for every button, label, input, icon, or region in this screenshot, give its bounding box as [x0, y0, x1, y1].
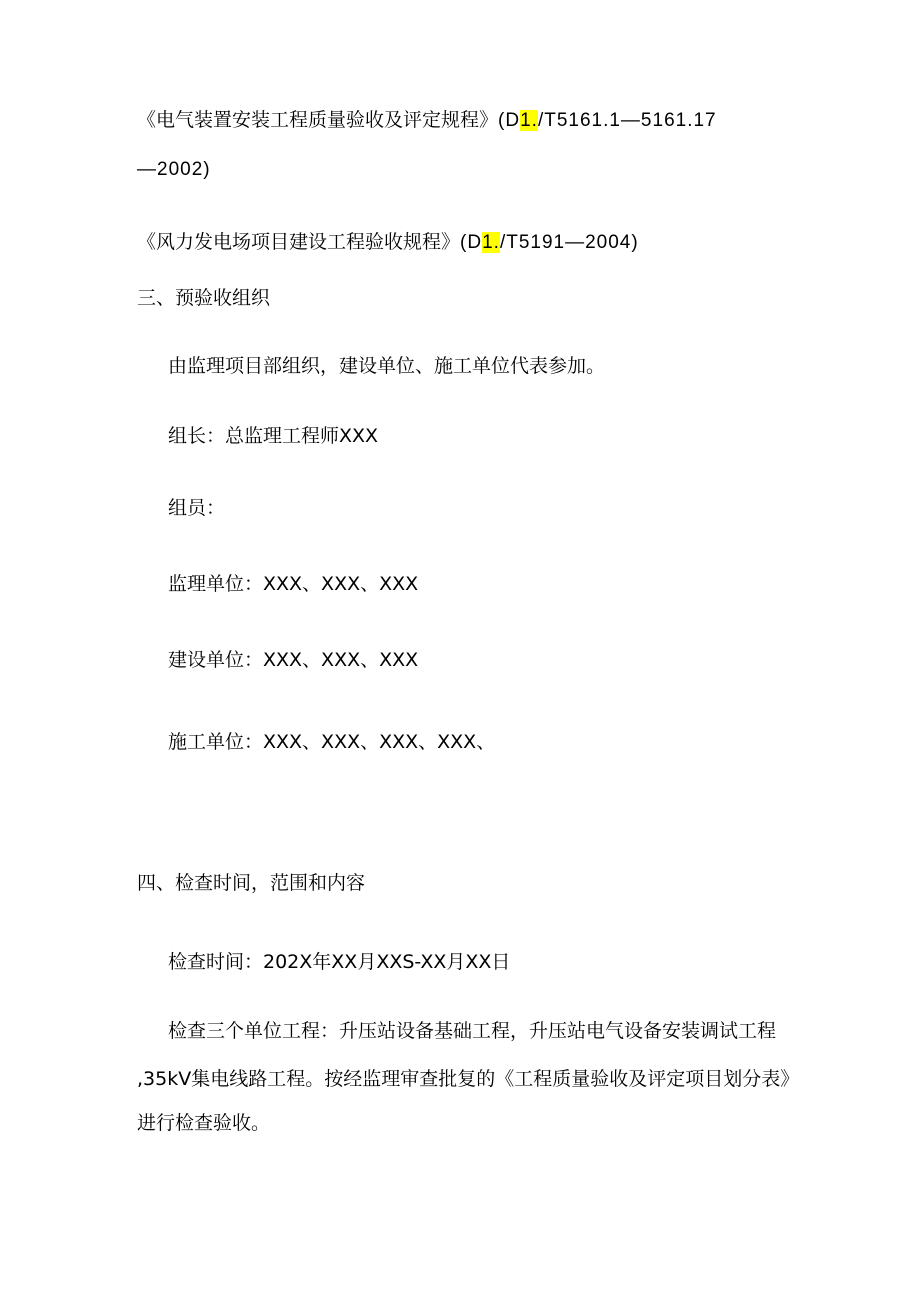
- reference-code-prefix: (D: [460, 232, 483, 253]
- team-members-label: 组员：: [168, 497, 226, 519]
- reference-electrical-installation: [137, 108, 717, 133]
- highlighted-text: 1.: [482, 232, 500, 253]
- section-heading-4: 四、检查时间，范围和内容: [137, 872, 366, 894]
- reference-code: /T5161.1—5161.17: [537, 110, 717, 131]
- reference-code: /T5191—2004): [499, 232, 639, 253]
- reference-title: 《风力发电场项目建设工程验收规程》: [137, 231, 461, 253]
- inspection-scope-line-3: 进行检查验收。: [137, 1112, 271, 1134]
- reference-title: 《电气装置安装工程质量验收及评定规程》: [137, 109, 499, 131]
- team-leader: 组长：总监理工程师XXX: [168, 425, 379, 447]
- inspection-scope-line-1: 检查三个单位工程：升压站设备基础工程，升压站电气设备安装调试工程: [168, 1020, 777, 1042]
- owner-unit: 建设单位：XXX、XXX、XXX: [168, 649, 419, 671]
- supervision-unit: 监理单位：XXX、XXX、XXX: [168, 573, 419, 595]
- inspection-scope-line-2: ,35kV集电线路工程。按经监理审查批复的《工程质量验收及评定项目划分表》: [137, 1068, 800, 1090]
- section-heading-3: 三、预验收组织: [137, 287, 271, 309]
- reference-code-continuation: —2002): [137, 159, 211, 180]
- organization-intro: 由监理项目部组织，建设单位、施工单位代表参加。: [168, 355, 606, 377]
- inspection-time: 检查时间：202X年XX月XXS-XX月XX日: [168, 951, 511, 973]
- reference-wind-farm: [137, 230, 639, 255]
- reference-code-prefix: (D: [498, 110, 521, 131]
- highlighted-text: 1.: [520, 110, 538, 131]
- contractor-unit: 施工单位：XXX、XXX、XXX、XXX、: [168, 731, 496, 753]
